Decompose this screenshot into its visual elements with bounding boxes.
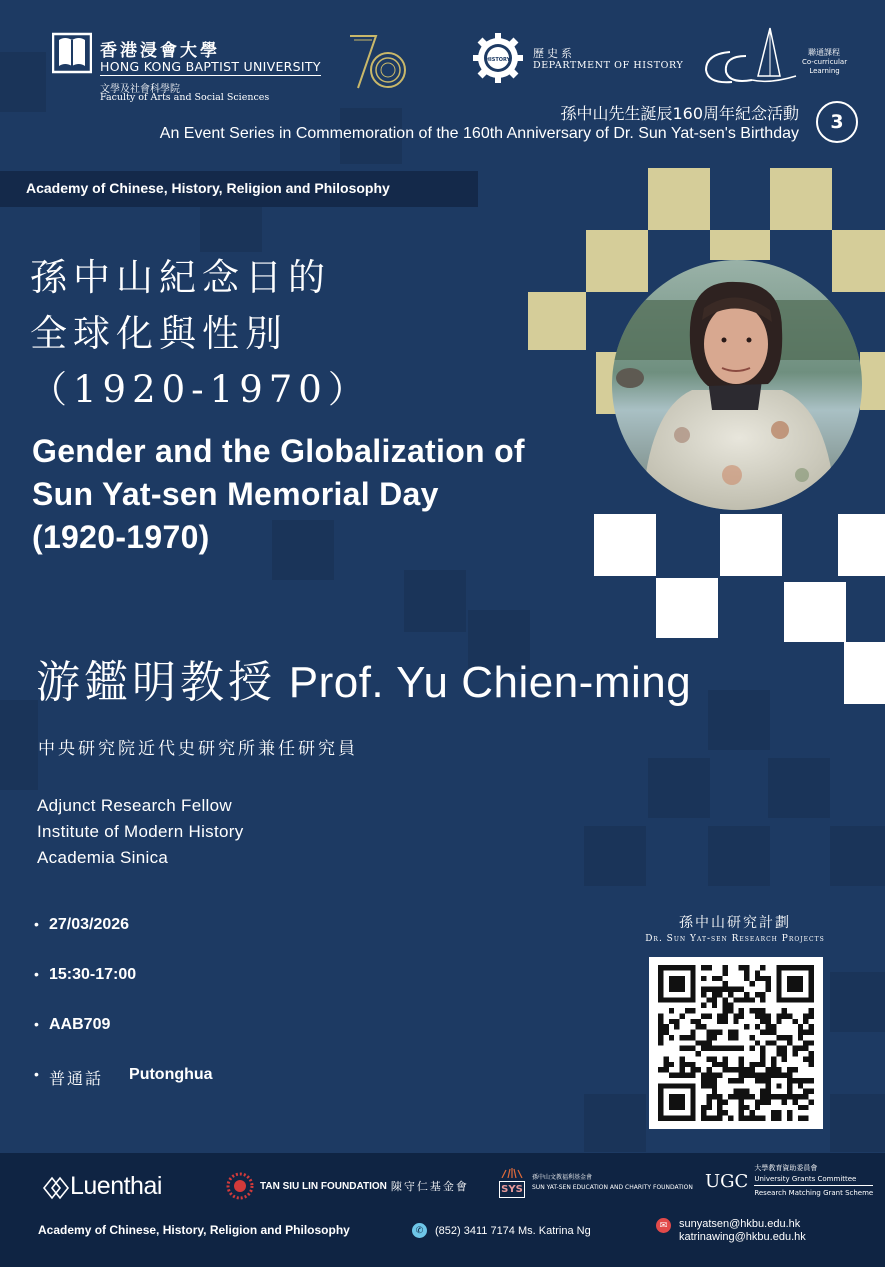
white-square: [784, 582, 846, 642]
speaker-photo: [612, 260, 862, 510]
speaker-role-line: Adjunct Research Fellow: [37, 796, 232, 815]
event-time: [34, 966, 213, 1016]
anniversary-70-logo: [346, 30, 408, 96]
tan-siu-lin-label-en: TAN SIU LIN FOUNDATION: [260, 1180, 387, 1192]
tan-siu-lin-label-zh: 陳守仁基金會: [390, 1181, 469, 1193]
bullet-icon: •: [34, 1066, 39, 1082]
bg-square: [0, 700, 38, 790]
gold-square: [770, 168, 832, 230]
event-venue: [34, 1016, 213, 1066]
qr-title-en: Dr. Sun Yat-sen Research Projects: [645, 934, 825, 944]
gold-square: [648, 168, 710, 230]
email-icon: ✉: [656, 1218, 671, 1233]
bg-square: [830, 1094, 885, 1152]
contact-email: [656, 1218, 806, 1244]
talk-title-zh-line: 全球化與性別: [30, 312, 288, 355]
bullet-icon: •: [34, 966, 39, 982]
dept-badge-text: HISTORY: [485, 57, 511, 63]
faculty-name-en: Faculty of Arts and Social Sciences: [100, 92, 270, 103]
luenthai-mark-icon: [42, 1174, 70, 1200]
talk-title-zh-line: 孫中山紀念日的: [30, 256, 331, 299]
gold-square: [832, 230, 885, 292]
gold-square: [710, 230, 770, 260]
co-curricular-line-1: Co-curricular: [802, 58, 848, 66]
talk-title-zh-line: （1920-1970）: [30, 368, 371, 411]
event-date: [34, 916, 213, 966]
sys-foundation-name-en: SUN YAT-SEN EDUCATION AND CHARITY FOUNDATION: [532, 1184, 693, 1191]
sponsor-ugc: [705, 1163, 873, 1199]
bg-square: [830, 972, 885, 1032]
gold-square: [528, 292, 586, 350]
event-date-value: 27/03/2026: [49, 916, 130, 933]
event-series-en: An Event Series in Commemoration of the 160th Anniversary of Dr. Sun Yat-sen's Birthday: [159, 125, 799, 142]
tan-siu-lin-mark-icon: [226, 1172, 254, 1200]
ugc-mark-label: UGC: [705, 1170, 749, 1192]
ugc-scheme: Research Matching Grant Scheme: [754, 1185, 873, 1199]
speaker-role-line: Academia Sinica: [37, 848, 169, 867]
bg-square: [584, 1094, 646, 1152]
talk-title-en: [32, 430, 525, 559]
sys-mark-icon: [498, 1168, 526, 1198]
white-square: [594, 514, 656, 576]
speaker-name: [36, 646, 691, 710]
qr-title-zh: 孫中山研究計劃: [679, 915, 791, 931]
sys-foundation-name-zh: 孫中山文教福利基金會: [532, 1174, 593, 1181]
email-link[interactable]: katrinawing@hkbu.edu.hk: [679, 1231, 806, 1243]
event-language-zh: 普通話: [49, 1069, 104, 1088]
event-number-badge: 3: [816, 101, 858, 143]
sponsor-luenthai: [42, 1172, 162, 1201]
gold-square: [860, 352, 885, 410]
academy-banner-label: Academy of Chinese, History, Religion and Philosophy: [26, 180, 390, 196]
speaker-role-zh: 中央研究院近代史研究所兼任研究員: [38, 739, 358, 759]
bullet-icon: •: [34, 1016, 39, 1032]
bg-square: [648, 758, 710, 818]
email-list: [679, 1218, 806, 1244]
footer-academy-label: Academy of Chinese, History, Religion and Philosophy: [38, 1223, 350, 1237]
event-time-value: 15:30-17:00: [49, 966, 137, 983]
co-curricular-label-en: [802, 58, 847, 76]
speaker-role-line: Institute of Modern History: [37, 822, 244, 841]
co-curricular-line-2: Learning: [809, 67, 840, 75]
bg-square: [768, 758, 830, 818]
bg-square: [708, 690, 770, 750]
speaker-name-zh: 游鑑明教授: [36, 657, 276, 708]
event-language-en: Putonghua: [129, 1066, 213, 1083]
history-dept-gear-icon: [472, 32, 524, 88]
ugc-text: [754, 1163, 873, 1199]
qr-code[interactable]: [649, 957, 823, 1129]
bg-square: [708, 826, 770, 886]
sponsor-sys-foundation: [498, 1168, 693, 1198]
contact-phone-value: (852) 3411 7174 Ms. Katrina Ng: [435, 1224, 591, 1237]
talk-title-en-line: Gender and the Globalization of: [32, 433, 525, 469]
white-square: [844, 642, 885, 704]
luenthai-label: Luenthai: [70, 1172, 162, 1200]
phone-icon: ✆: [412, 1223, 427, 1238]
co-curricular-label-zh: 聯通課程: [808, 48, 840, 57]
white-square: [656, 578, 718, 638]
event-venue-value: AAB709: [49, 1016, 111, 1033]
department-name-zh: 歷史系: [533, 47, 575, 60]
department-name-en: DEPARTMENT OF HISTORY: [533, 60, 684, 71]
sys-foundation-text: [532, 1173, 693, 1193]
ugc-name-en: University Grants Committee: [754, 1175, 857, 1183]
gold-square: [586, 230, 648, 292]
event-series-zh: 孫中山先生誕辰160周年紀念活動: [560, 104, 799, 123]
bullet-icon: •: [34, 916, 39, 932]
event-details-list: [34, 916, 213, 1116]
white-square: [838, 514, 885, 576]
university-name-en: HONG KONG BAPTIST UNIVERSITY: [100, 59, 321, 74]
ugc-name-zh: 大學教育資助委員會: [754, 1164, 818, 1172]
co-curricular-logo-icon: [700, 26, 800, 92]
speaker-role-en: [37, 793, 244, 871]
university-name-zh: 香港浸會大學: [100, 41, 220, 61]
bg-square: [404, 570, 466, 632]
speaker-name-en: Prof. Yu Chien-ming: [288, 658, 692, 707]
talk-title-en-line: Sun Yat-sen Memorial Day: [32, 476, 439, 512]
hkbu-logo-icon: [52, 32, 92, 74]
talk-title-zh: [30, 250, 371, 418]
contact-phone[interactable]: [412, 1223, 591, 1238]
talk-title-en-line: (1920-1970): [32, 519, 210, 555]
faculty-name-zh: 文學及社會科學院: [100, 84, 180, 95]
bg-square: [584, 826, 646, 886]
email-link[interactable]: sunyatsen@hkbu.edu.hk: [679, 1218, 801, 1230]
qr-code-pattern: [657, 965, 815, 1121]
event-language: [34, 1066, 213, 1116]
sys-mark-label: SYS: [499, 1181, 525, 1198]
bg-square: [0, 52, 46, 112]
sponsor-tan-siu-lin: [226, 1172, 469, 1200]
bg-square: [200, 207, 262, 252]
white-square: [720, 514, 782, 576]
bg-square: [830, 826, 885, 886]
